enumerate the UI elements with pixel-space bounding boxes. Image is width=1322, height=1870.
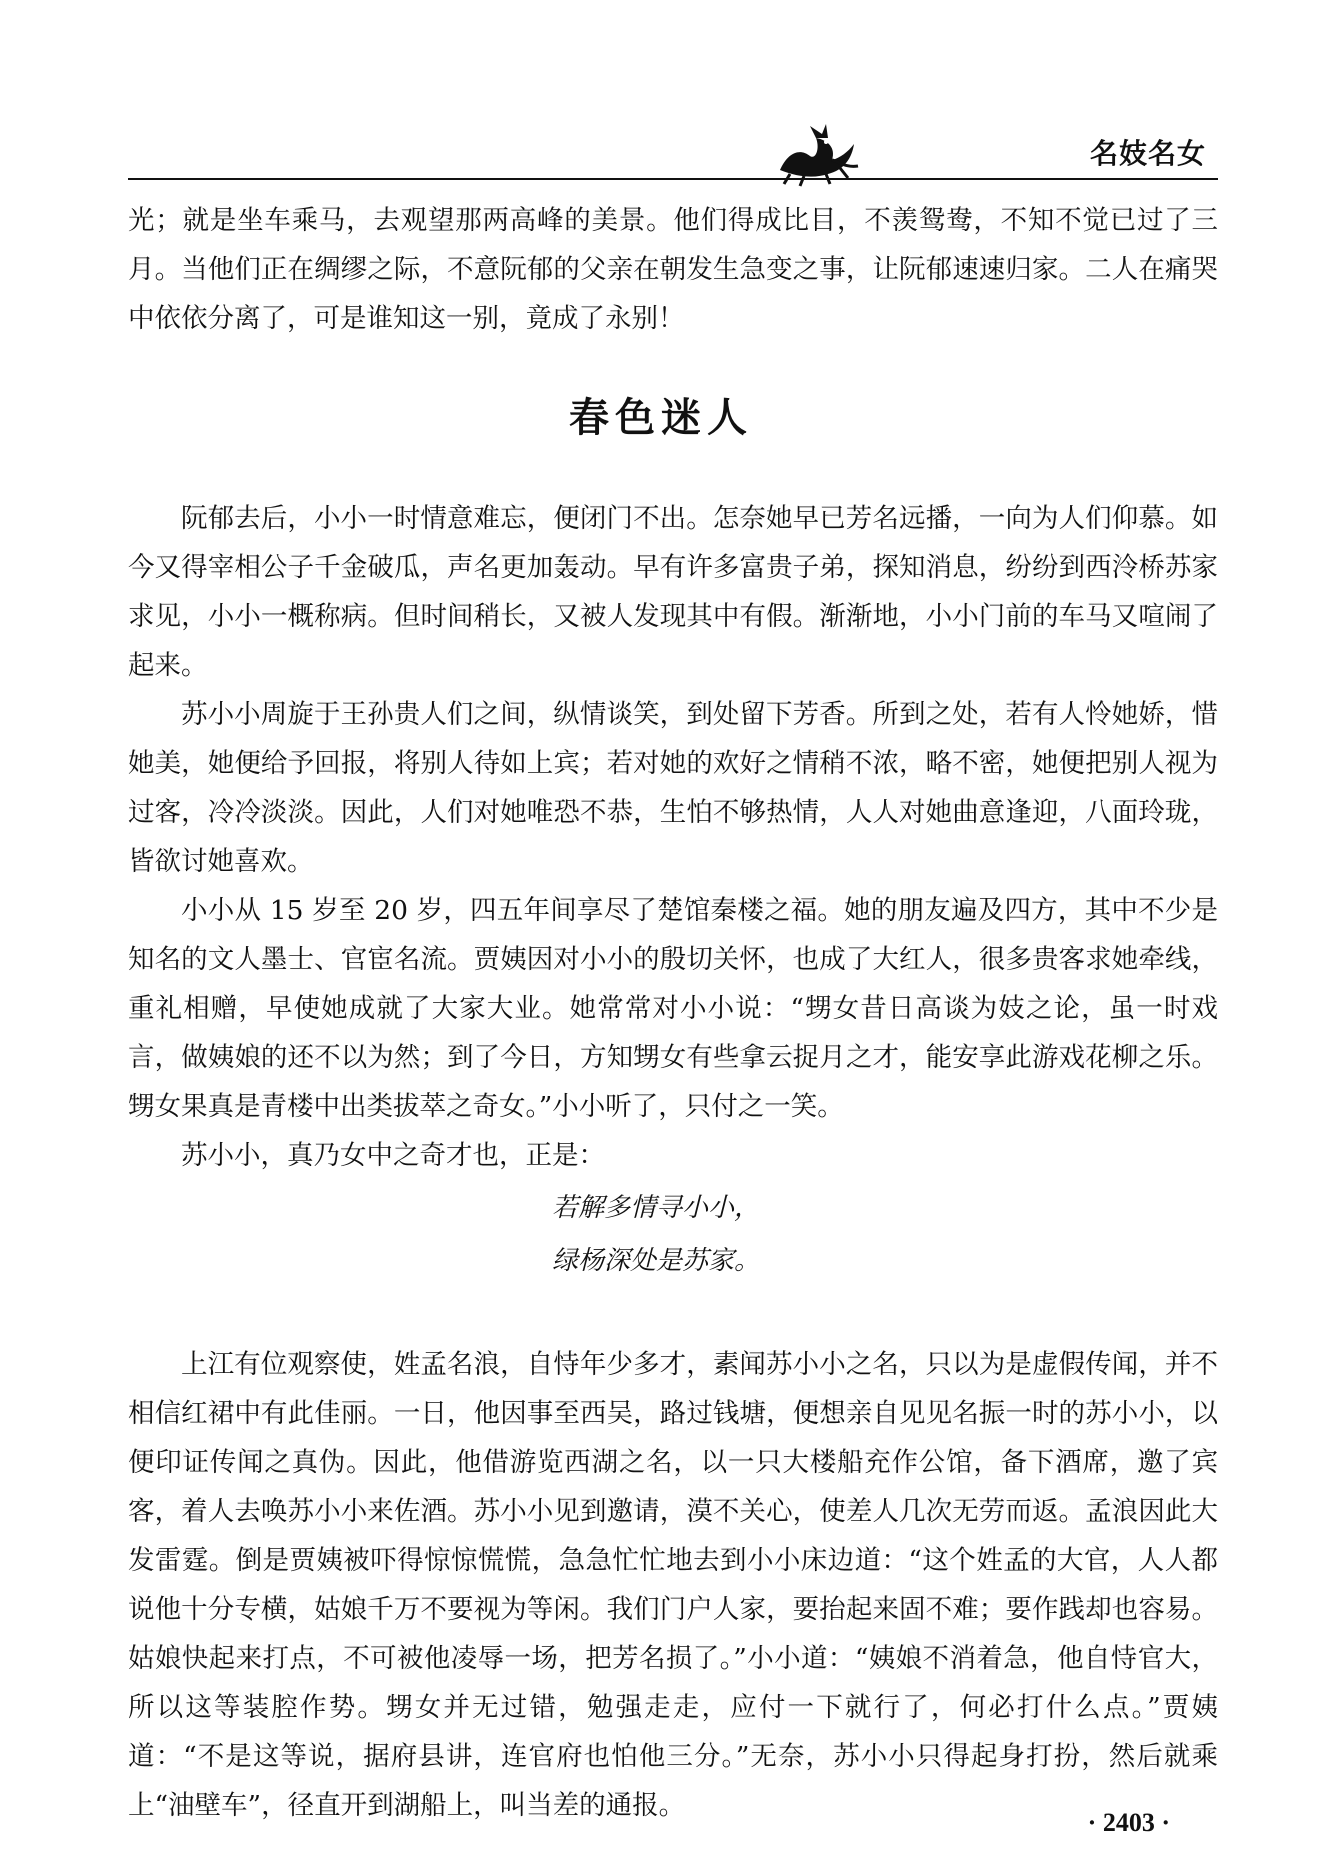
poem-block <box>552 1182 760 1288</box>
header-divider <box>128 178 1218 180</box>
paragraph-5: 上江有位观察使，姓孟名浪，自恃年少多才，素闻苏小小之名，只以为是虚假传闻，并不相信红裙中有此佳丽。一日，他因事至西吴，路过钱塘，便想亲自见见名振一时的苏小小，以便印证传闻之真伪。因此，他借游览西湖之名，以一只大楼船充作公馆，备下酒席，邀了宾客，着人去唤苏小小来佐酒。苏小小见到邀请，漠不关心，使差人几次无劳而返。孟浪因此大发雷霆。倒是贾姨被吓得惊惊慌慌，急急忙忙地去到小小床边道：“这个姓孟的大官，人人都说他十分专横，姑娘千万不要视为等闲。我们门户人家，要抬起来固不难；要作践却也容易。姑娘快起来打点，不可被他凌辱一场，把芳名损了。”小小道：“姨娘不消着急，他自恃官大，所以这等装腔作势。甥女并无过错，勉强走走，应付一下就行了，何必打什么点。”贾姨道：“不是这等说，据府县讲，连官府也怕他三分。”无奈，苏小小只得起身打扮，然后就乘上“油壁车”，径直开到湖船上，叫当差的通报。 <box>128 1349 1218 1821</box>
poem-line-1: 若解多情寻小小， <box>552 1193 761 1223</box>
page-number: · 2403 · <box>1087 1808 1170 1837</box>
section-title: 春色迷人 <box>569 395 753 441</box>
closing-block <box>128 1340 1218 1830</box>
running-header-title: 名妓名女 <box>1089 137 1206 170</box>
paragraph-2: 苏小小周旋于王孙贵人们之间，纵情谈笑，到处留下芳香。所到之处，若有人怜她娇，惜她美，她便给予回报，将别人待如上宾；若对她的欢好之情稍不浓，略不密，她便把别人视为过客，冷冷淡淡。因此，人们对她唯恐不恭，生怕不够热情，人人对她曲意逢迎，八面玲珑，皆欲讨她喜欢。 <box>128 699 1218 877</box>
paragraph-1: 阮郁去后，小小一时情意难忘，便闭门不出。怎奈她早已芳名远播，一向为人们仰慕。如今又得宰相公子千金破瓜，声名更加轰动。早有许多富贵子弟，探知消息，纷纷到西泠桥苏家求见，小小一概称病。但时间稍长，又被人发现其中有假。渐渐地，小小门前的车马又喧闹了起来。 <box>128 503 1218 681</box>
paragraph-3: 小小从 15 岁至 20 岁，四五年间享尽了楚馆秦楼之福。她的朋友遍及四方，其中不少是知名的文人墨士、官宦名流。贾姨因对小小的殷切关怀，也成了大红人，很多贵客求她牵线，重礼相赠，早使她成就了大家大业。她常常对小小说：“甥女昔日高谈为妓之论，虽一时戏言，做姨娘的还不以为然；到了今日，方知甥女有些拿云捉月之才，能安享此游戏花柳之乐。甥女果真是青楼中出类拔萃之奇女。”小小听了，只付之一笑。 <box>128 895 1218 1122</box>
continued-paragraph: 光；就是坐车乘马，去观望那两高峰的美景。他们得成比目，不羡鸳鸯，不知不觉已过了三月。当他们正在绸缪之际，不意阮郁的父亲在朝发生急变之事，让阮郁速速归家。二人在痛哭中依依分离了，可是谁知这一别，竟成了永别！ <box>128 205 1218 334</box>
section-body <box>128 494 1218 1180</box>
top-paragraph-block <box>128 196 1218 343</box>
poem-line-2: 绿杨深处是苏家。 <box>552 1246 761 1276</box>
paragraph-4: 苏小小，真乃女中之奇才也，正是： <box>181 1140 605 1171</box>
